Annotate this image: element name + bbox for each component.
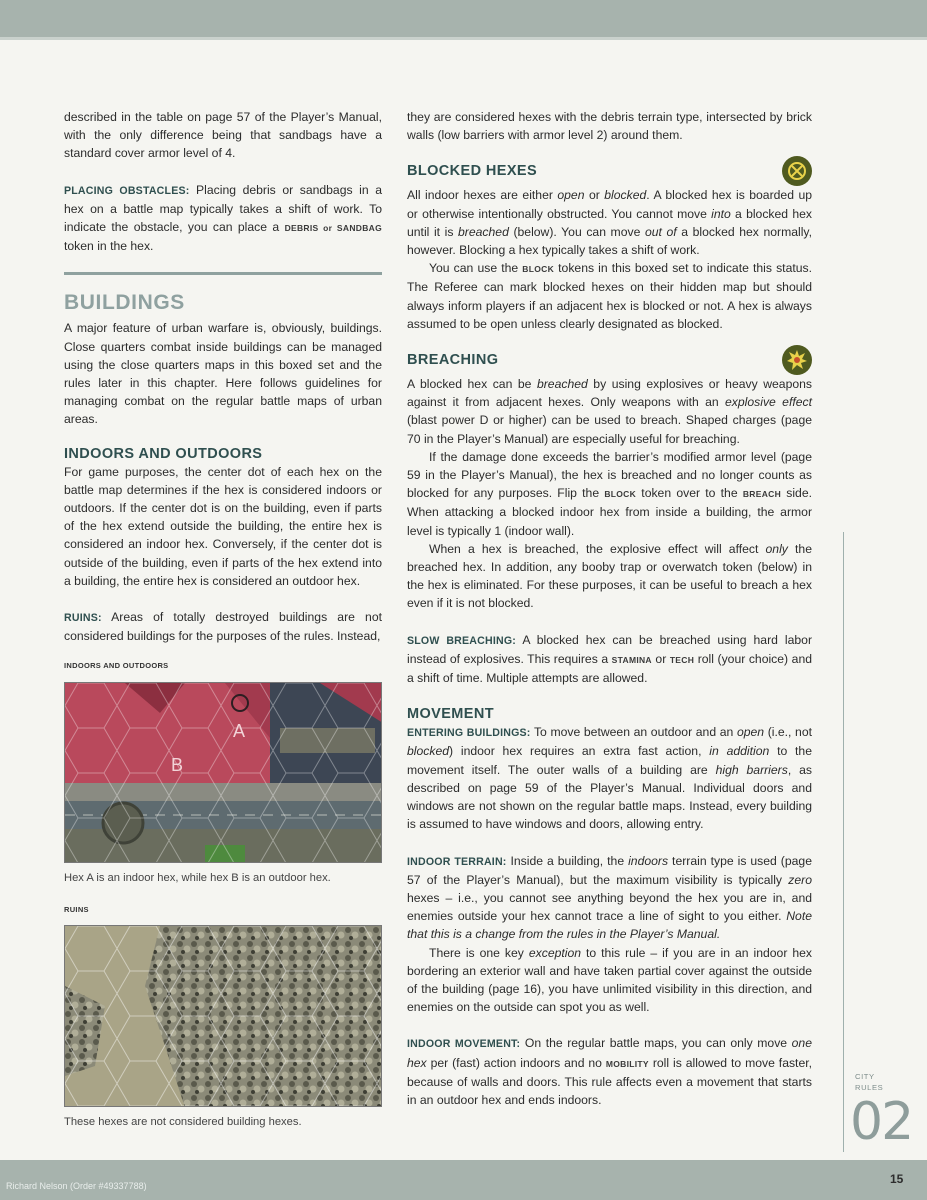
mobility-skill-name: MOBILITY <box>605 1058 649 1069</box>
entering-buildings-paragraph: ENTERING BUILDINGS: To move between an outdoor and an open (i.e., not blocked) indoor hex requires an extra fast action, in addition to the movement itself. The outer walls of a building are high barriers, as described on page 59 of the Player’s Manual. Individual doors and windows are not shown on the regular battle maps. Instead, every building is assumed to have windows and doors, allowing entry. <box>407 725 812 832</box>
tech-skill-name: TECH <box>669 654 695 665</box>
blocked-hexes-paragraph-2: You can use the BLOCK tokens in this boxed set to indicate this status. The Referee can mark blocked hexes on their hidden map but should always inform players if an adjacent hex is blocked or not. A hex is always assumed to be open unless clearly designated as blocked. <box>407 261 812 331</box>
breaching-heading: BREACHING <box>407 352 499 369</box>
indoor-outdoor-map-image <box>64 682 382 863</box>
buildings-paragraph: A major feature of urban warfare is, obviously, buildings. Close quarters combat inside buildings can be managed using the close quarters maps in this boxed set and the rules later in this chapter. Here follows guidelines for managing combat on the regular battle maps of urban areas. <box>64 321 382 427</box>
stamina-skill-name: STAMINA <box>611 654 652 665</box>
figure-caption-indoors: Hex A is an indoor hex, while hex B is an outdoor hex. <box>64 871 331 884</box>
breaching-paragraph-2: If the damage done exceeds the barrier’s modified armor level (page 59 in the Player’s Manual), the hex is breached and no longer counts as blocked for any purposes. Flip the BLOCK token over to the BREACH side. When attacking a blocked indoor hex from inside a building, the armor level is typically 1 (indoor wall). <box>407 449 812 538</box>
debris-token-name: DEBRIS <box>284 223 319 234</box>
blocked-hex-icon <box>782 156 812 186</box>
ruins-map-image <box>64 925 382 1107</box>
breaching-paragraph-1: A blocked hex can be breached by using explosives or heavy weapons against it from adjacent hexes. Only weapons with an explosive effect (blast power D or higher) can be used to breach. Shaped charges (page 70 in the Player’s Manual) are especially useful for breaching. <box>407 377 812 446</box>
slow-breaching-paragraph: SLOW BREACHING: A blocked hex can be breached using hard labor instead of explosives. This requires a STAMINA or TECH roll (your choice) and a shift of time. Multiple attempts are allowed. <box>407 632 813 686</box>
exception-paragraph: There is one key exception to this rule – if you are in an indoor hex bordering an exterior wall and have taken partial cover against the outside of the building (page 16), you have unlimited visibility in this direction, and enemies on the outside can spot you as well. <box>407 945 813 1015</box>
chapter-name: CITY RULES <box>855 1072 884 1092</box>
breaching-paragraph-3: When a hex is breached, the explosive effect will affect only the breached hex. In addition, any booby trap or overwatch token (below) in the hex is eliminated. For these purposes, it can be useful to breach a hex even if it is not blocked. <box>407 541 812 611</box>
breaching-header <box>407 345 812 375</box>
left-column <box>64 108 382 1131</box>
intro-paragraph: described in the table on page 57 of the Player’s Manual, with the only difference being that sandbags have a standard cover armor level of 4. <box>64 110 382 161</box>
ruins-continued-paragraph: they are considered hexes with the debris terrain type, intersected by brick walls (low barriers with armor level 2) around them. <box>407 110 812 143</box>
right-column <box>407 108 812 1109</box>
chapter-number: 02 <box>850 1092 913 1152</box>
indoor-movement-paragraph: INDOOR MOVEMENT: On the regular battle maps, you can only move one hex per (fast) action indoors and no MOBILITY roll is allowed to move faster, because of walls and doors. This rule affects even a movement that starts in an outdoor hex and ends indoors. <box>407 1036 812 1107</box>
sidebar-rule <box>843 532 844 1152</box>
entering-buildings-lead: ENTERING BUILDINGS: <box>407 727 531 740</box>
figure-label-indoors: INDOORS AND OUTDOORS <box>64 661 169 671</box>
buildings-heading: BUILDINGS <box>64 291 185 315</box>
figure-label-ruins: RUINS <box>64 904 89 914</box>
block-token-name: BLOCK <box>604 489 637 500</box>
breach-token-name: BREACH <box>742 489 782 500</box>
hex-b-label: B <box>170 754 184 775</box>
hex-a-label: A <box>232 720 246 741</box>
slow-breaching-lead: SLOW BREACHING: <box>407 634 517 647</box>
section-divider <box>64 272 382 275</box>
movement-heading: MOVEMENT <box>407 706 494 723</box>
figure-caption-ruins: These hexes are not considered building hexes. <box>64 1116 302 1129</box>
page-number: 15 <box>890 1172 904 1186</box>
top-banner <box>0 0 927 40</box>
ruins-paragraph: RUINS: Areas of totally destroyed buildings are not considered buildings for the purposes of the rules. Instead, <box>64 610 382 644</box>
watermark: Richard Nelson (Order #49337788) <box>6 1181 147 1191</box>
blocked-hexes-header <box>407 156 812 186</box>
indoors-outdoors-heading: INDOORS AND OUTDOORS <box>64 445 263 462</box>
placing-obstacles-paragraph: PLACING OBSTACLES: Placing debris or sandbags in a hex on a battle map typically takes a shift of work. To indicate the obstacle, you can place a DEBRIS or SANDBAG token in the hex. <box>64 182 382 254</box>
blocked-hexes-heading: BLOCKED HEXES <box>407 163 538 180</box>
ruins-lead: RUINS: <box>64 612 102 625</box>
block-token-name: BLOCK <box>522 264 555 275</box>
breach-explosion-icon <box>782 345 812 375</box>
indoor-terrain-paragraph: INDOOR TERRAIN: Inside a building, the indoors terrain type is used (page 57 of the Player’s Manual), but the maximum visibility is typically zero hexes – i.e., you cannot see anything beyond the hex you are in, and enemies outside your hex cannot trace a line of sight to you either. Note that this is a change from the rules in the Player’s Manual. <box>407 853 812 942</box>
indoor-terrain-lead: INDOOR TERRAIN: <box>407 855 507 868</box>
ruins-map-svg <box>65 926 382 1107</box>
indoor-movement-lead: INDOOR MOVEMENT: <box>407 1038 521 1051</box>
placing-obstacles-lead: PLACING OBSTACLES: <box>64 184 190 197</box>
sandbag-token-name: SANDBAG <box>336 223 382 234</box>
bottom-banner <box>0 1160 927 1200</box>
indoors-outdoors-paragraph: For game purposes, the center dot of each hex on the battle map determines if the hex is considered indoors or outdoors. If the center dot is on the building, even if parts of the hex extend outside the building, the entire hex is considered an indoor hex. Conversely, if the center dot is outside of the building, even if parts of the hex extend into a building, the entire hex is considered an outdoor hex. <box>64 464 382 588</box>
indoor-outdoor-map-svg <box>65 683 382 863</box>
blocked-hexes-paragraph-1: All indoor hexes are either open or blocked. A blocked hex is boarded up or otherwise intentionally obstructed. You cannot move into a blocked hex until it is breached (below). You can move out of a blocked hex normally, however. Blocking a hex typically takes a shift of work. <box>407 188 813 258</box>
